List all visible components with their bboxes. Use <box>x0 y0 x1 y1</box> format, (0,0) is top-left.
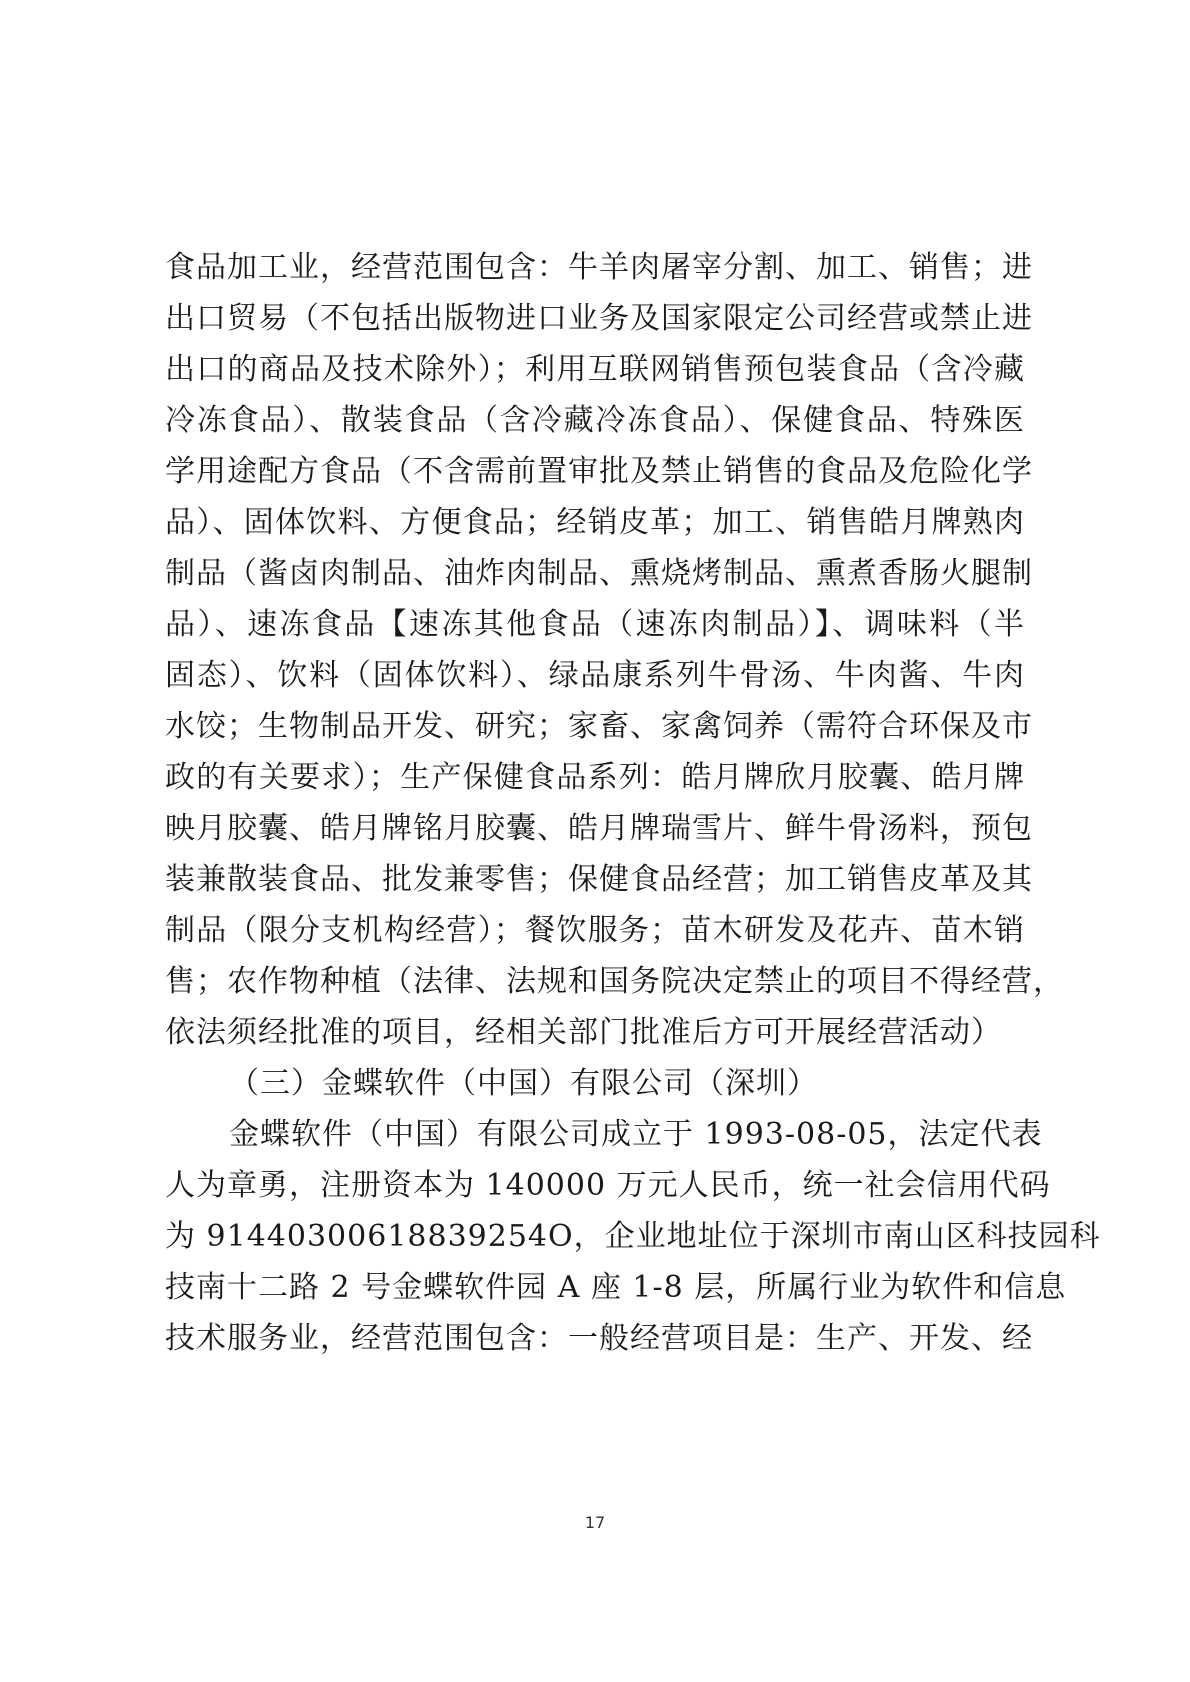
text-line: 品）、速冻食品【速冻其他食品（速冻肉制品）】、调味料（半 <box>165 607 1025 642</box>
text-line: 政的有关要求）；生产保健食品系列：皓月牌欣月胶囊、皓月牌 <box>165 760 1025 795</box>
text-line: 学用途配方食品（不含需前置审批及禁止销售的食品及危险化学 <box>165 454 1033 489</box>
text-line: 为 91440300618839254O，企业地址位于深圳市南山区科技园科 <box>165 1219 1101 1254</box>
text-line: 食品加工业，经营范围包含：牛羊肉屠宰分割、加工、销售；进 <box>165 250 1033 285</box>
text-line: 冷冻食品）、散装食品（含冷藏冷冻食品）、保健食品、特殊医 <box>165 403 1025 438</box>
text-line: 映月胶囊、皓月牌铭月胶囊、皓月牌瑞雪片、鲜牛骨汤料，预包 <box>165 811 1033 846</box>
page-number: 17 <box>584 1513 606 1532</box>
text-line: 出口的商品及技术除外）；利用互联网销售预包装食品（含冷藏 <box>165 352 1025 387</box>
text-line: 技术服务业，经营范围包含：一般经营项目是：生产、开发、经 <box>165 1321 1033 1356</box>
section-heading: （三）金蝶软件（中国）有限公司（深圳） <box>229 1066 818 1101</box>
text-line: 依法须经批准的项目，经相关部门批准后方可开展经营活动） <box>165 1015 1002 1050</box>
text-line: 水饺；生物制品开发、研究；家畜、家禽饲养（需符合环保及市 <box>165 709 1033 744</box>
text-line: 技南十二路 2 号金蝶软件园 A 座 1-8 层，所属行业为软件和信息 <box>165 1270 1067 1305</box>
text-line: 制品（酱卤肉制品、油炸肉制品、熏烧烤制品、熏煮香肠火腿制 <box>165 556 1033 591</box>
text-line: 制品（限分支机构经营）；餐饮服务；苗木研发及花卉、苗木销 <box>165 913 1025 948</box>
text-line: 装兼散装食品、批发兼零售；保健食品经营；加工销售皮革及其 <box>165 862 1033 897</box>
text-line: 出口贸易（不包括出版物进口业务及国家限定公司经营或禁止进 <box>165 301 1033 336</box>
text-line: 品）、固体饮料、方便食品；经销皮革；加工、销售皓月牌熟肉 <box>165 505 1025 540</box>
paragraph-first-line: 金蝶软件（中国）有限公司成立于 1993-08-05，法定代表 <box>229 1117 1043 1152</box>
text-line: 人为章勇，注册资本为 140000 万元人民币，统一社会信用代码 <box>165 1168 1051 1203</box>
text-line: 售；农作物种植（法律、法规和国务院决定禁止的项目不得经营， <box>165 964 1064 999</box>
text-line: 固态）、饮料（固体饮料）、绿品康系列牛骨汤、牛肉酱、牛肉 <box>165 658 1025 693</box>
